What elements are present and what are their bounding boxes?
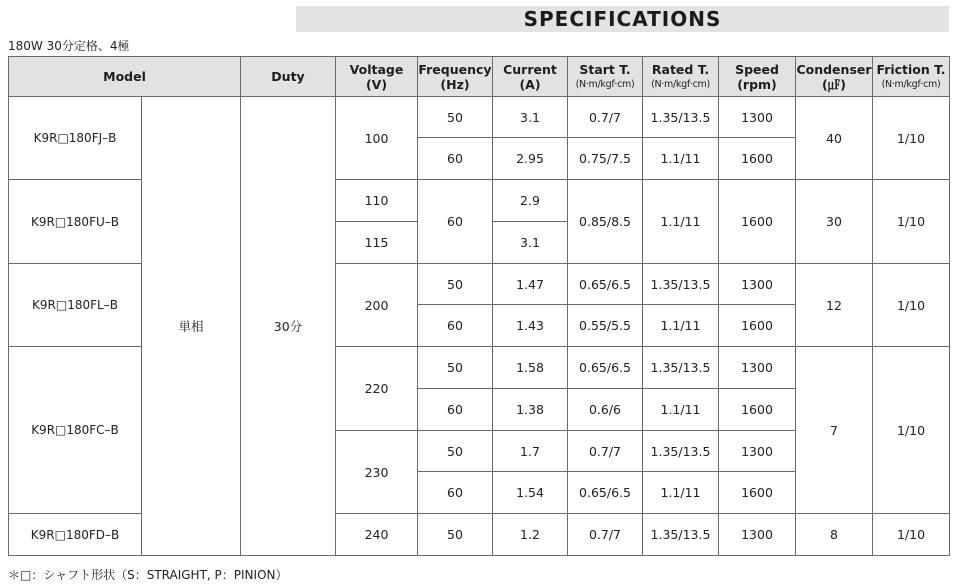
current-cell: 1.47 <box>492 263 568 305</box>
frequency-cell: 60 <box>417 388 493 431</box>
voltage-cell: 200 <box>335 263 418 347</box>
current-cell: 1.38 <box>492 388 568 431</box>
start-torque-cell: 0.65/6.5 <box>567 346 643 389</box>
condenser-cell: 7 <box>795 346 873 514</box>
rated-torque-cell: 1.1/11 <box>642 304 719 347</box>
header-start-torque: Start T. (N·m/kgf·cm) <box>567 56 643 97</box>
speed-cell: 1300 <box>718 96 796 138</box>
start-torque-cell: 0.7/7 <box>567 430 643 472</box>
frequency-cell: 50 <box>417 513 493 556</box>
model-cell: K9R□180FJ–B <box>8 96 142 180</box>
title-banner <box>296 6 949 32</box>
start-torque-cell: 0.65/6.5 <box>567 471 643 514</box>
start-torque-cell: 0.7/7 <box>567 96 643 138</box>
start-torque-cell: 0.75/7.5 <box>567 137 643 180</box>
voltage-cell: 240 <box>335 513 418 556</box>
frequency-cell: 50 <box>417 346 493 389</box>
frequency-cell: 50 <box>417 430 493 472</box>
speed-cell: 1300 <box>718 513 796 556</box>
phase-cell: 単相 <box>141 96 241 556</box>
voltage-cell: 230 <box>335 430 418 514</box>
current-cell: 1.2 <box>492 513 568 556</box>
friction-torque-cell: 1/10 <box>872 96 950 180</box>
voltage-cell: 100 <box>335 96 418 180</box>
friction-torque-cell: 1/10 <box>872 179 950 264</box>
speed-cell: 1300 <box>718 346 796 389</box>
speed-cell: 1300 <box>718 430 796 472</box>
frequency-cell: 60 <box>417 179 493 264</box>
rated-torque-cell: 1.35/13.5 <box>642 96 719 138</box>
current-cell: 1.58 <box>492 346 568 389</box>
rated-torque-cell: 1.35/13.5 <box>642 513 719 556</box>
rated-torque-cell: 1.35/13.5 <box>642 430 719 472</box>
condenser-cell: 8 <box>795 513 873 556</box>
friction-torque-cell: 1/10 <box>872 346 950 514</box>
header-speed: Speed (rpm) <box>718 56 796 97</box>
page-title: SPECIFICATIONS <box>523 7 722 31</box>
header-voltage: Voltage (V) <box>335 56 418 97</box>
speed-cell: 1600 <box>718 137 796 180</box>
speed-cell: 1600 <box>718 471 796 514</box>
speed-cell: 1300 <box>718 263 796 305</box>
spec-subtitle: 180W 30分定格、4極 <box>8 39 130 53</box>
condenser-cell: 30 <box>795 179 873 264</box>
shaft-footnote: ＊□：シャフト形状（S：STRAIGHT, P：PINION） <box>8 568 288 582</box>
frequency-cell: 60 <box>417 137 493 180</box>
current-cell: 3.1 <box>492 221 568 264</box>
current-cell: 2.95 <box>492 137 568 180</box>
model-cell: K9R□180FU–B <box>8 179 142 264</box>
header-rated-torque: Rated T. (N·m/kgf·cm) <box>642 56 719 97</box>
header-duty: Duty <box>240 56 336 97</box>
voltage-cell: 110 <box>335 179 418 222</box>
frequency-cell: 60 <box>417 304 493 347</box>
speed-cell: 1600 <box>718 304 796 347</box>
start-torque-cell: 0.85/8.5 <box>567 179 643 264</box>
start-torque-cell: 0.55/5.5 <box>567 304 643 347</box>
current-cell: 1.43 <box>492 304 568 347</box>
header-frequency: Frequency (Hz) <box>417 56 493 97</box>
speed-cell: 1600 <box>718 388 796 431</box>
voltage-cell: 220 <box>335 346 418 431</box>
speed-cell: 1600 <box>718 179 796 264</box>
rated-torque-cell: 1.1/11 <box>642 471 719 514</box>
start-torque-cell: 0.65/6.5 <box>567 263 643 305</box>
model-cell: K9R□180FL–B <box>8 263 142 347</box>
rated-torque-cell: 1.35/13.5 <box>642 346 719 389</box>
header-current: Current (A) <box>492 56 568 97</box>
rated-torque-cell: 1.1/11 <box>642 137 719 180</box>
voltage-cell: 115 <box>335 221 418 264</box>
header-model: Model <box>8 56 241 97</box>
rated-torque-cell: 1.1/11 <box>642 388 719 431</box>
rated-torque-cell: 1.35/13.5 <box>642 263 719 305</box>
condenser-cell: 12 <box>795 263 873 347</box>
model-cell: K9R□180FD–B <box>8 513 142 556</box>
model-cell: K9R□180FC–B <box>8 346 142 514</box>
current-cell: 2.9 <box>492 179 568 222</box>
header-condenser: Condenser (㎌) <box>795 56 873 97</box>
frequency-cell: 60 <box>417 471 493 514</box>
duty-cell: 30分 <box>240 96 336 556</box>
start-torque-cell: 0.7/7 <box>567 513 643 556</box>
start-torque-cell: 0.6/6 <box>567 388 643 431</box>
rated-torque-cell: 1.1/11 <box>642 179 719 264</box>
header-friction-torque: Friction T. (N·m/kgf·cm) <box>872 56 950 97</box>
current-cell: 3.1 <box>492 96 568 138</box>
friction-torque-cell: 1/10 <box>872 513 950 556</box>
frequency-cell: 50 <box>417 96 493 138</box>
condenser-cell: 40 <box>795 96 873 180</box>
current-cell: 1.54 <box>492 471 568 514</box>
current-cell: 1.7 <box>492 430 568 472</box>
friction-torque-cell: 1/10 <box>872 263 950 347</box>
frequency-cell: 50 <box>417 263 493 305</box>
